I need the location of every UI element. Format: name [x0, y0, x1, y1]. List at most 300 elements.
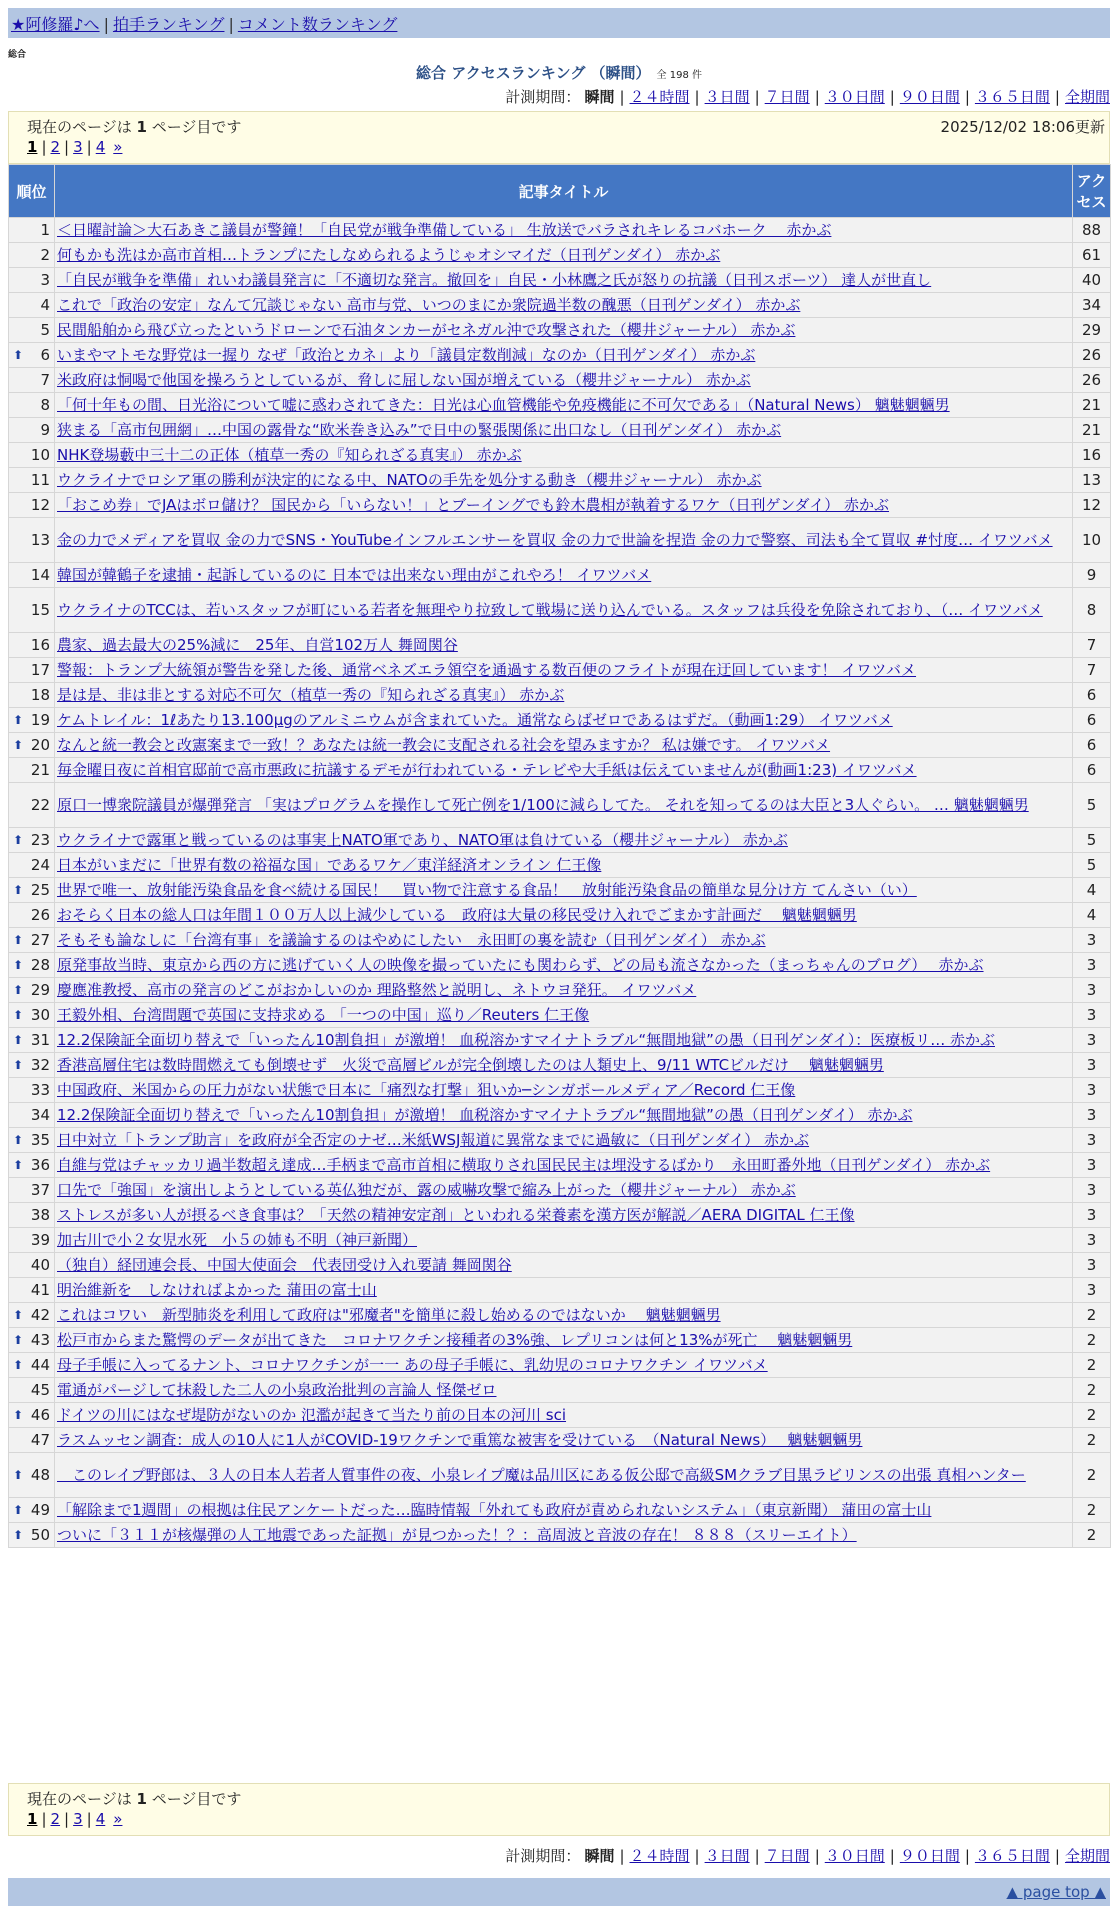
- rank-cell: [9, 1278, 55, 1303]
- period-label: 計測期間：: [505, 1847, 581, 1865]
- article-link[interactable]: 毎金曜日夜に首相官邸前で高市悪政に抗議するデモが行われている・テレビや大手紙は伝えていませんが(動画1:23) イワツバメ: [57, 761, 917, 779]
- arrow-up-icon: ⬆: [13, 1033, 24, 1047]
- pager-status: [27, 116, 241, 137]
- table-row: [9, 1378, 1111, 1403]
- access-count: 3: [1073, 1103, 1111, 1128]
- rank-number: 19: [30, 711, 50, 729]
- article-link[interactable]: 原口一博衆院議員が爆弾発言 「実はプログラムを操作して死亡例を1/100に減らしてた。 それを知ってるのは大臣と3人ぐらい。 … 魑魅魍魎男: [57, 796, 1029, 814]
- period-link-365d[interactable]: ３６５日間: [974, 1847, 1050, 1865]
- page-next-link[interactable]: »: [113, 1810, 123, 1828]
- rank-cell: [9, 588, 55, 633]
- title-cell: [55, 683, 1073, 708]
- access-count: 29: [1073, 318, 1111, 343]
- nav-link-asyura[interactable]: ★阿修羅♪へ: [11, 15, 100, 34]
- rank-number: 42: [30, 1306, 50, 1324]
- table-row: [9, 443, 1111, 468]
- rank-number: 7: [40, 371, 50, 389]
- table-row: [9, 1153, 1111, 1178]
- title-cell: [55, 1278, 1073, 1303]
- access-count: 13: [1073, 468, 1111, 493]
- table-row: [9, 1498, 1111, 1523]
- rank-number: 45: [30, 1381, 50, 1399]
- period-separator: |: [1054, 1847, 1060, 1865]
- access-count: 34: [1073, 293, 1111, 318]
- article-link[interactable]: 慶應准教授、高市の発言のどこがおかしいのか 理路整然と説明し、ネトウヨ発狂。 イワツバメ: [57, 981, 697, 999]
- rank-cell: [9, 1178, 55, 1203]
- page-link-current[interactable]: 1: [27, 138, 38, 156]
- article-link[interactable]: ついに「３１１が核爆弾の人工地震であった証拠」が見つかった！？：高周波と音波の存在！ ８８８（スリーエイト）: [57, 1526, 857, 1544]
- rank-number: 31: [30, 1031, 50, 1049]
- page-link-4[interactable]: 4: [95, 1810, 106, 1828]
- period-link-3d[interactable]: ３日間: [704, 88, 750, 106]
- table-row: [9, 1228, 1111, 1253]
- article-link[interactable]: ストレスが多い人が摂るべき食事は？「天然の精神安定剤」といわれる栄養素を漢方医が解説／AERA DIGITAL 仁王像: [57, 1206, 855, 1224]
- rank-cell: [9, 218, 55, 243]
- rank-cell: [9, 953, 55, 978]
- nav-separator: |: [228, 15, 234, 34]
- rank-cell: [9, 1498, 55, 1523]
- access-count: 21: [1073, 393, 1111, 418]
- article-link[interactable]: ラスムッセン調査：成人の10人に1人がCOVID-19ワクチンで重篤な被害を受けている （Natural News） 魑魅魍魎男: [57, 1431, 863, 1449]
- article-link[interactable]: 原発事故当時、東京から西の方に逃げていく人の映像を撮っていたにも関わらず、どの局も流さなかった（まっちゃんのブログ） 赤かぶ: [57, 956, 984, 974]
- rank-cell: [9, 443, 55, 468]
- rank-cell: [9, 1028, 55, 1053]
- arrow-up-icon: ⬆: [13, 738, 24, 752]
- title-cell: [55, 1453, 1073, 1498]
- title-cell: [55, 758, 1073, 783]
- title-cell: [55, 418, 1073, 443]
- page-separator: |: [64, 1810, 70, 1828]
- arrow-up-icon: ⬆: [13, 1503, 24, 1517]
- access-count: 2: [1073, 1498, 1111, 1523]
- article-link[interactable]: 「おこめ券」でJAはボロ儲け？ 国民から「いらない！」とブーイングでも鈴木農相が執着するワケ（日刊ゲンダイ） 赤かぶ: [57, 496, 890, 514]
- header-access: アクセス: [1073, 165, 1111, 218]
- nav-link-applause-ranking[interactable]: 拍手ランキング: [112, 15, 225, 34]
- rank-cell: [9, 268, 55, 293]
- title-cell: [55, 1053, 1073, 1078]
- arrow-up-icon: ⬆: [13, 1468, 24, 1482]
- rank-number: 9: [40, 421, 50, 439]
- rank-cell: [9, 418, 55, 443]
- title-cell: [55, 878, 1073, 903]
- pager-bottom: [8, 1783, 1110, 1836]
- rank-cell: [9, 1053, 55, 1078]
- access-count: 2: [1073, 1428, 1111, 1453]
- access-count: 7: [1073, 633, 1111, 658]
- rank-number: 37: [30, 1181, 50, 1199]
- title-cell: [55, 1378, 1073, 1403]
- table-row: [9, 953, 1111, 978]
- rank-number: 22: [30, 796, 50, 814]
- access-count: 3: [1073, 1053, 1111, 1078]
- rank-number: 41: [30, 1281, 50, 1299]
- arrow-up-icon: ⬆: [13, 1308, 24, 1322]
- header-rank: 順位: [9, 165, 55, 218]
- rank-cell: [9, 633, 55, 658]
- period-link-90d[interactable]: ９０日間: [899, 1847, 960, 1865]
- rank-cell: [9, 1303, 55, 1328]
- pager-status-page: 1: [136, 1790, 147, 1808]
- article-link[interactable]: 中国政府、米国からの圧力がない状態で日本に「痛烈な打撃」狙いか─シンガポールメディア／Record 仁王像: [57, 1081, 796, 1099]
- period-separator: |: [754, 1847, 760, 1865]
- title-cell: [55, 1403, 1073, 1428]
- pager-links: [27, 138, 122, 156]
- table-row: [9, 1103, 1111, 1128]
- rank-number: 23: [30, 831, 50, 849]
- arrow-up-icon: ⬆: [13, 833, 24, 847]
- page-separator: |: [64, 138, 70, 156]
- table-row: [9, 518, 1111, 563]
- pager-links: [27, 1810, 122, 1828]
- rank-number: 24: [30, 856, 50, 874]
- rank-cell: [9, 343, 55, 368]
- article-link[interactable]: 口先で「強国」を演出しようとしている英仏独だが、露の威嚇攻撃で縮み上がった（櫻井ジャーナル） 赤かぶ: [57, 1181, 796, 1199]
- access-count: 21: [1073, 418, 1111, 443]
- access-count: 40: [1073, 268, 1111, 293]
- access-count: 26: [1073, 343, 1111, 368]
- title-cell: [55, 1153, 1073, 1178]
- article-link[interactable]: ウクライナでロシア軍の勝利が決定的になる中、NATOの手先を処分する動き（櫻井ジャーナル） 赤かぶ: [57, 471, 762, 489]
- table-row: [9, 853, 1111, 878]
- title-cell: [55, 1328, 1073, 1353]
- title-cell: [55, 1523, 1073, 1548]
- title-cell: [55, 928, 1073, 953]
- nav-separator: |: [103, 15, 109, 34]
- table-row: [9, 903, 1111, 928]
- period-selector-top: [505, 86, 1110, 107]
- rank-number: 29: [30, 981, 50, 999]
- access-count: 61: [1073, 243, 1111, 268]
- table-row: [9, 783, 1111, 828]
- arrow-up-icon: ⬆: [13, 1133, 24, 1147]
- rank-cell: [9, 878, 55, 903]
- article-link[interactable]: ウクライナで露軍と戦っているのは事実上NATO軍であり、NATO軍は負けている（櫻井ジャーナル） 赤かぶ: [57, 831, 788, 849]
- rank-number: 26: [30, 906, 50, 924]
- period-separator: |: [754, 88, 760, 106]
- title-cell: [55, 443, 1073, 468]
- article-link[interactable]: これはコワい 新型肺炎を利用して政府は"邪魔者"を簡単に殺し始めるのではないか 魑魅魍魎男: [57, 1306, 721, 1324]
- article-link[interactable]: 何もかも洗はか高市首相…トランプにたしなめられるようじゃオシマイだ（日刊ゲンダイ） 赤かぶ: [57, 246, 721, 264]
- access-count: 2: [1073, 1523, 1111, 1548]
- table-row: [9, 1403, 1111, 1428]
- title-cell: [55, 1228, 1073, 1253]
- period-link-24h[interactable]: ２４時間: [629, 1847, 690, 1865]
- article-link[interactable]: 12.2保険証全面切り替えで「いったん10割負担」が激増！ 血税溶かすマイナトラブル“無間地獄”の愚（日刊ゲンダイ） 赤かぶ: [57, 1106, 913, 1124]
- rank-number: 14: [30, 566, 50, 584]
- title-cell: [55, 1203, 1073, 1228]
- title-cell: [55, 218, 1073, 243]
- title-cell: [55, 293, 1073, 318]
- nav-link-comment-ranking[interactable]: コメント数ランキング: [237, 15, 398, 34]
- rank-number: 28: [30, 956, 50, 974]
- rank-number: 50: [30, 1526, 50, 1544]
- rank-cell: [9, 318, 55, 343]
- article-link[interactable]: 民間船舶から飛び立ったというドローンで石油タンカーがセネガル沖で攻撃された（櫻井ジャーナル） 赤かぶ: [57, 321, 796, 339]
- rank-cell: [9, 1403, 55, 1428]
- arrow-up-icon: ⬆: [13, 348, 24, 362]
- article-link[interactable]: 狭まる「高市包囲網」…中国の露骨な“欧米巻き込み”で日中の緊張関係に出口なし（日刊ゲンダイ） 赤かぶ: [57, 421, 782, 439]
- page-link-current[interactable]: 1: [27, 1810, 38, 1828]
- article-link[interactable]: 警報：トランプ大統領が警告を発した後、通常ベネズエラ領空を通過する数百便のフライトが現在迂回しています！ イワツバメ: [57, 661, 917, 679]
- article-link[interactable]: そもそも論なしに「台湾有事」を議論するのはやめにしたい 永田町の裏を読む（日刊ゲンダイ） 赤かぶ: [57, 931, 766, 949]
- access-count: 10: [1073, 518, 1111, 563]
- pager-status-prefix: 現在のページは: [27, 1790, 132, 1808]
- table-row: [9, 343, 1111, 368]
- rank-number: 11: [30, 471, 50, 489]
- pager-status-suffix: ページ目です: [151, 118, 242, 136]
- article-link[interactable]: 加古川で小２女児水死 小５の姉も不明（神戸新聞）: [57, 1231, 418, 1249]
- arrow-up-icon: ⬆: [13, 1058, 24, 1072]
- page-top-link[interactable]: ▲ page top ▲: [1006, 1883, 1106, 1901]
- access-count: 9: [1073, 563, 1111, 588]
- title-cell: [55, 903, 1073, 928]
- title-cell: [55, 393, 1073, 418]
- access-count: 2: [1073, 1353, 1111, 1378]
- article-link[interactable]: ＜日曜討論＞大石あきこ議員が警鐘！「自民党が戦争準備している」 生放送でバラされキレるコバホーク 赤かぶ: [57, 221, 832, 239]
- table-row: [9, 318, 1111, 343]
- title-cell: [55, 563, 1073, 588]
- table-row: [9, 1178, 1111, 1203]
- rank-number: 48: [30, 1466, 50, 1484]
- arrow-up-icon: ⬆: [13, 883, 24, 897]
- page-link-4[interactable]: 4: [95, 138, 106, 156]
- table-row: [9, 468, 1111, 493]
- table-row: [9, 1303, 1111, 1328]
- top-nav-bar: [8, 8, 1110, 38]
- page-next-link[interactable]: »: [113, 138, 123, 156]
- table-row: [9, 1003, 1111, 1028]
- article-link[interactable]: 農家、過去最大の25%減に 25年、自営102万人 舞岡関谷: [57, 636, 458, 654]
- rank-cell: [9, 1228, 55, 1253]
- arrow-up-icon: ⬆: [13, 1408, 24, 1422]
- rank-number: 25: [30, 881, 50, 899]
- rank-number: 2: [40, 246, 50, 264]
- rank-number: 35: [30, 1131, 50, 1149]
- page-separator: |: [86, 138, 92, 156]
- period-separator: |: [814, 1847, 820, 1865]
- pager-status-suffix: ページ目です: [151, 1790, 242, 1808]
- rank-number: 34: [30, 1106, 50, 1124]
- rank-cell: [9, 1253, 55, 1278]
- article-link[interactable]: ドイツの川にはなぜ堤防がないのか 氾濫が起きて当たり前の日本の河川 sci: [57, 1406, 567, 1424]
- period-link-30d[interactable]: ３０日間: [824, 1847, 885, 1865]
- section-tag: 総合: [8, 50, 27, 60]
- access-count: 6: [1073, 683, 1111, 708]
- article-link[interactable]: （独自）経団連会長、中国大使面会 代表団受け入れ要請 舞岡関谷: [57, 1256, 512, 1274]
- table-row: [9, 563, 1111, 588]
- article-link[interactable]: 韓国が韓鶴子を逮捕・起訴しているのに 日本では出来ない理由がこれやろ！ イワツバメ: [57, 566, 652, 584]
- rank-cell: [9, 468, 55, 493]
- access-count: 3: [1073, 1078, 1111, 1103]
- table-row: [9, 733, 1111, 758]
- rank-cell: [9, 1128, 55, 1153]
- period-link-24h[interactable]: ２４時間: [629, 88, 690, 106]
- article-link[interactable]: 「解除まで1週間」の根拠は住民アンケートだった…臨時情報「外れても政府が責められないシステム」（東京新聞） 蒲田の富士山: [57, 1501, 932, 1519]
- rank-number: 38: [30, 1206, 50, 1224]
- title-cell: [55, 1253, 1073, 1278]
- title-cell: [55, 368, 1073, 393]
- article-link[interactable]: 米政府は恫喝で他国を操ろうとしているが、脅しに屈しない国が増えている（櫻井ジャーナル） 赤かぶ: [57, 371, 751, 389]
- rank-cell: [9, 903, 55, 928]
- article-link[interactable]: 明治維新を しなければよかった 蒲田の富士山: [57, 1281, 377, 1299]
- title-cell: [55, 633, 1073, 658]
- period-separator: |: [619, 88, 625, 106]
- period-separator: |: [694, 1847, 700, 1865]
- article-link[interactable]: 電通がパージして抹殺した二人の小泉政治批判の言論人 怪傑ゼロ: [57, 1381, 497, 1399]
- access-count: 2: [1073, 1453, 1111, 1498]
- title-cell: [55, 468, 1073, 493]
- page-separator: |: [86, 1810, 92, 1828]
- bottom-bar: [8, 1878, 1110, 1906]
- title-cell: [55, 1428, 1073, 1453]
- arrow-up-icon: ⬆: [13, 958, 24, 972]
- page-link-3[interactable]: 3: [73, 138, 83, 156]
- access-count: 3: [1073, 1028, 1111, 1053]
- page-link-2[interactable]: 2: [50, 138, 61, 156]
- table-row: [9, 928, 1111, 953]
- article-link[interactable]: 松戸市からまた驚愕のデータが出てきた コロナワクチン接種者の3%強、レプリコンは何と13%が死亡 魑魅魍魎男: [57, 1331, 853, 1349]
- arrow-up-icon: ⬆: [13, 983, 24, 997]
- rank-cell: [9, 733, 55, 758]
- rank-number: 1: [40, 221, 50, 239]
- article-link[interactable]: 「自民が戦争を準備」れいわ議員発言に「不適切な発言。撤回を」自民・小林鷹之氏が怒りの抗議（日刊スポーツ） 達人が世直し: [57, 271, 932, 289]
- rank-number: 40: [30, 1256, 50, 1274]
- rank-number: 33: [30, 1081, 50, 1099]
- table-row: [9, 658, 1111, 683]
- table-row: [9, 683, 1111, 708]
- table-row: [9, 1203, 1111, 1228]
- article-link[interactable]: ウクライナのTCCは、若いスタッフが町にいる若者を無理やり拉致して戦場に送り込んでいる。スタッフは兵役を免除されており、（… イワツバメ: [57, 601, 1043, 619]
- article-link[interactable]: ケムトレイル：1ℓあたり13.100μgのアルミニウムが含まれていた。通常ならばゼロであるはずだ。（動画1:29） イワツバメ: [57, 711, 893, 729]
- pager-status-prefix: 現在のページは: [27, 118, 132, 136]
- rank-number: 44: [30, 1356, 50, 1374]
- period-link-30d[interactable]: ３０日間: [824, 88, 885, 106]
- article-link[interactable]: なんと統一教会と改憲案まで一致！？あなたは統一教会に支配される社会を望みますか？ 私は嫌です。 イワツバメ: [57, 736, 831, 754]
- rank-cell: [9, 518, 55, 563]
- period-link-7d[interactable]: ７日間: [764, 88, 810, 106]
- article-link[interactable]: 是は是、非は非とする対応不可欠（植草一秀の『知られざる真実』） 赤かぶ: [57, 686, 565, 704]
- article-link[interactable]: これで「政治の安定」なんて冗談じゃない 高市与党、いつのまにか衆院過半数の醜悪（日刊ゲンダイ） 赤かぶ: [57, 296, 801, 314]
- rank-cell: [9, 563, 55, 588]
- article-link[interactable]: このレイプ野郎は、３人の日本人若者人質事件の夜、小泉レイプ魔は品川区にある仮公邸で高級SMクラブ目黒ラビリンスの出張 真相ハンター: [57, 1466, 1026, 1484]
- page-link-2[interactable]: 2: [50, 1810, 61, 1828]
- article-link[interactable]: 「何十年もの間、日光浴について嘘に惑わされてきた：日光は心血管機能や免疫機能に不可欠である」（Natural News） 魑魅魍魎男: [57, 396, 950, 414]
- table-row: [9, 1028, 1111, 1053]
- rank-number: 39: [30, 1231, 50, 1249]
- article-link[interactable]: 日中対立「トランプ助言」を政府が全否定のナゼ…米紙WSJ報道に異常なまでに過敏に（日刊ゲンダイ） 赤かぶ: [57, 1131, 810, 1149]
- rank-cell: [9, 828, 55, 853]
- table-row: [9, 368, 1111, 393]
- article-link[interactable]: 12.2保険証全面切り替えで「いったん10割負担」が激増！ 血税溶かすマイナトラブル“無間地獄”の愚（日刊ゲンダイ）：医療板リ… 赤かぶ: [57, 1031, 995, 1049]
- title-cell: [55, 733, 1073, 758]
- title-cell: [55, 1498, 1073, 1523]
- table-row: [9, 218, 1111, 243]
- article-link[interactable]: 金の力でメディアを買収 金の力でSNS・YouTubeインフルエンサーを買収 金の力で世論を捏造 金の力で警察、司法も全て買収 #忖度… イワツバメ: [57, 531, 1053, 549]
- rank-number: 4: [40, 296, 50, 314]
- title-cell: [55, 493, 1073, 518]
- arrow-up-icon: ⬆: [13, 1358, 24, 1372]
- article-link[interactable]: 日本がいまだに「世界有数の裕福な国」であるワケ／東洋経済オンライン 仁王像: [57, 856, 602, 874]
- rank-cell: [9, 1103, 55, 1128]
- rank-cell: [9, 1003, 55, 1028]
- table-row: [9, 758, 1111, 783]
- rank-cell: [9, 928, 55, 953]
- period-separator: |: [889, 1847, 895, 1865]
- rank-number: 6: [40, 346, 50, 364]
- article-link[interactable]: 自維与党はチャッカリ過半数超え達成…手柄まで高市首相に横取りされ国民民主は埋没するばかり 永田町番外地（日刊ゲンダイ） 赤かぶ: [57, 1156, 991, 1174]
- article-link[interactable]: いまやマトモな野党は一握り なぜ「政治とカネ」より「議員定数削減」なのか（日刊ゲンダイ） 赤かぶ: [57, 346, 756, 364]
- period-link-7d[interactable]: ７日間: [764, 1847, 810, 1865]
- period-link-3d[interactable]: ３日間: [704, 1847, 750, 1865]
- rank-cell: [9, 493, 55, 518]
- rank-cell: [9, 1353, 55, 1378]
- page-link-3[interactable]: 3: [73, 1810, 83, 1828]
- arrow-up-icon: ⬆: [13, 713, 24, 727]
- article-link[interactable]: 母子手帳に入ってるナント、コロナワクチンが一一 あの母子手帳に、乳幼児のコロナワクチン イワツバメ: [57, 1356, 768, 1374]
- rank-cell: [9, 708, 55, 733]
- ranking-title: [0, 62, 1118, 83]
- title-cell: [55, 343, 1073, 368]
- title-cell: [55, 708, 1073, 733]
- title-cell: [55, 853, 1073, 878]
- access-count: 3: [1073, 978, 1111, 1003]
- table-row: [9, 1128, 1111, 1153]
- rank-number: 16: [30, 636, 50, 654]
- rank-number: 36: [30, 1156, 50, 1174]
- rank-cell: [9, 1328, 55, 1353]
- table-row: [9, 1078, 1111, 1103]
- article-link[interactable]: おそらく日本の総人口は年間１００万人以上減少している 政府は大量の移民受け入れでごまかす計画だ 魑魅魍魎男: [57, 906, 857, 924]
- article-link[interactable]: 世界で唯一、放射能汚染食品を食べ続ける国民！ 買い物で注意する食品！ 放射能汚染食品の簡単な見分け方 てんさい（い）: [57, 881, 917, 899]
- period-selector-bottom: [505, 1845, 1110, 1866]
- article-link[interactable]: 香港高層住宅は数時間燃えても倒壊せず 火災で高層ビルが完全倒壊したのは人類史上、9/11 WTCビルだけ 魑魅魍魎男: [57, 1056, 884, 1074]
- period-link-365d[interactable]: ３６５日間: [974, 88, 1050, 106]
- period-link-all[interactable]: 全期間: [1064, 88, 1110, 106]
- access-count: 3: [1073, 953, 1111, 978]
- access-count: 4: [1073, 903, 1111, 928]
- title-cell: [55, 1078, 1073, 1103]
- rank-cell: [9, 783, 55, 828]
- ranking-table: [8, 164, 1111, 1548]
- title-cell: [55, 828, 1073, 853]
- article-link[interactable]: 王毅外相、台湾問題で英国に支持求める 「一つの中国」巡り／Reuters 仁王像: [57, 1006, 590, 1024]
- header-title: 記事タイトル: [55, 165, 1073, 218]
- table-row: [9, 1353, 1111, 1378]
- table-row: [9, 878, 1111, 903]
- title-cell: [55, 268, 1073, 293]
- rank-cell: [9, 1523, 55, 1548]
- title-cell: [55, 1003, 1073, 1028]
- rank-cell: [9, 1078, 55, 1103]
- rank-cell: [9, 243, 55, 268]
- access-count: 3: [1073, 1203, 1111, 1228]
- title-cell: [55, 978, 1073, 1003]
- table-row: [9, 1053, 1111, 1078]
- rank-number: 10: [30, 446, 50, 464]
- article-link[interactable]: NHK登場藪中三十二の正体（植草一秀の『知られざる真実』） 赤かぶ: [57, 446, 522, 464]
- rank-number: 49: [30, 1501, 50, 1519]
- access-count: 8: [1073, 588, 1111, 633]
- access-count: 3: [1073, 1003, 1111, 1028]
- ranking-total-count: 全 198 件: [656, 70, 702, 81]
- rank-cell: [9, 368, 55, 393]
- access-count: 5: [1073, 828, 1111, 853]
- table-row: [9, 418, 1111, 443]
- period-current: 瞬間: [584, 1847, 615, 1865]
- period-link-all[interactable]: 全期間: [1064, 1847, 1110, 1865]
- table-row: [9, 1253, 1111, 1278]
- period-link-90d[interactable]: ９０日間: [899, 88, 960, 106]
